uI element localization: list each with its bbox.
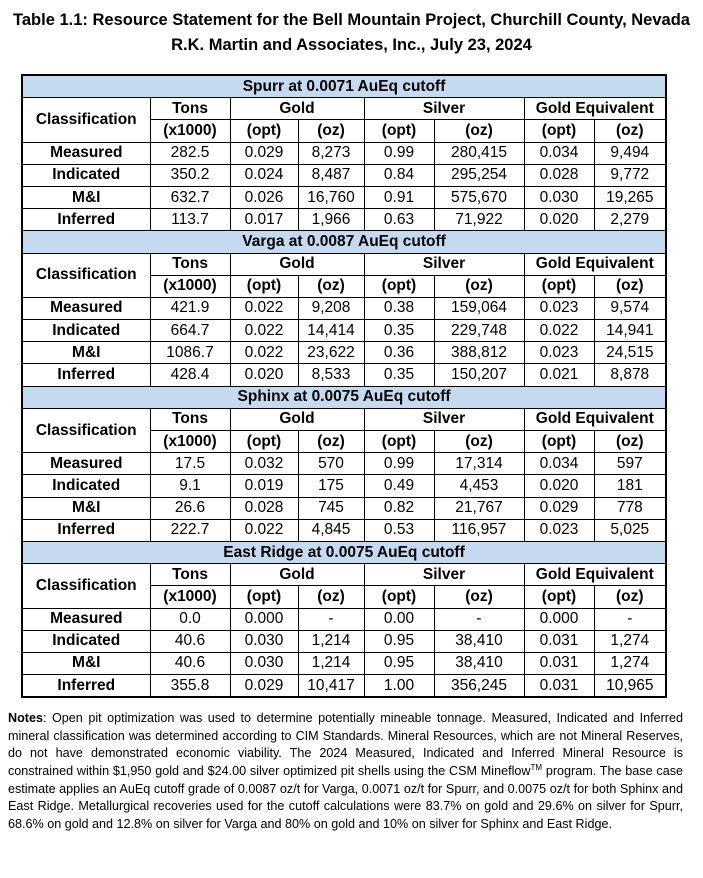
aueq-oz-cell: 9,772 [594,164,666,186]
resource-table-body [22,75,666,697]
tons-cell: 632.7 [150,186,230,208]
aueq-opt-cell: 0.034 [524,142,594,164]
gold-opt-header: (opt) [230,586,298,608]
gold-opt-cell: 0.030 [230,652,298,674]
table-row [22,142,666,164]
deposit-header-row [22,75,666,98]
trademark-mark: TM [530,762,543,772]
silver-oz-cell: 159,064 [434,297,524,319]
aueq-oz-cell: 24,515 [594,342,666,364]
tons-cell: 664.7 [150,320,230,342]
tons-cell: 350.2 [150,164,230,186]
classification-cell: Measured [22,297,150,319]
table-row [22,186,666,208]
deposit-title: Varga at 0.0087 AuEq cutoff [22,231,666,253]
gold-equivalent-oz-header: (oz) [594,586,666,608]
gold-oz-cell: - [298,608,364,630]
silver-opt-cell: 0.00 [364,608,434,630]
silver-oz-cell: 4,453 [434,475,524,497]
classification-cell: M&I [22,342,150,364]
notes-label: Notes [8,711,43,726]
table-title [0,8,703,58]
gold-opt-cell: 0.022 [230,297,298,319]
gold-header: Gold [230,253,364,275]
notes-paragraph [8,710,683,833]
gold-opt-header: (opt) [230,275,298,297]
gold-opt-cell: 0.022 [230,519,298,541]
gold-equivalent-header: Gold Equivalent [524,98,666,120]
aueq-opt-cell: 0.020 [524,209,594,231]
table-row [22,297,666,319]
gold-opt-cell: 0.019 [230,475,298,497]
table-row [22,519,666,541]
silver-oz-header: (oz) [434,275,524,297]
silver-opt-cell: 0.95 [364,630,434,652]
silver-header: Silver [364,253,524,275]
table-row [22,453,666,475]
aueq-oz-cell: 9,574 [594,297,666,319]
silver-oz-cell: 116,957 [434,519,524,541]
gold-opt-cell: 0.022 [230,320,298,342]
classification-cell: Indicated [22,164,150,186]
deposit-header-row [22,541,666,563]
gold-oz-cell: 1,214 [298,652,364,674]
silver-header: Silver [364,408,524,430]
gold-opt-cell: 0.000 [230,608,298,630]
silver-oz-header: (oz) [434,431,524,453]
gold-opt-cell: 0.032 [230,453,298,475]
column-header-row [22,408,666,430]
silver-oz-header: (oz) [434,586,524,608]
gold-oz-header: (oz) [298,120,364,142]
gold-opt-cell: 0.024 [230,164,298,186]
aueq-opt-cell: 0.034 [524,453,594,475]
silver-header: Silver [364,98,524,120]
classification-header: Classification [22,253,150,297]
table-row [22,652,666,674]
aueq-oz-cell: 1,274 [594,652,666,674]
gold-oz-cell: 745 [298,497,364,519]
classification-cell: Measured [22,142,150,164]
silver-header: Silver [364,564,524,586]
table-wrapper [0,74,703,698]
silver-oz-cell: 71,922 [434,209,524,231]
silver-oz-cell: 388,812 [434,342,524,364]
tons-header: Tons [150,564,230,586]
silver-oz-cell: 280,415 [434,142,524,164]
gold-header: Gold [230,564,364,586]
gold-equivalent-oz-header: (oz) [594,431,666,453]
silver-opt-cell: 0.99 [364,142,434,164]
deposit-title: Spurr at 0.0071 AuEq cutoff [22,75,666,98]
aueq-oz-cell: 19,265 [594,186,666,208]
gold-equivalent-opt-header: (opt) [524,586,594,608]
gold-opt-cell: 0.022 [230,342,298,364]
table-row [22,608,666,630]
table-row [22,364,666,386]
aueq-opt-cell: 0.023 [524,342,594,364]
tons-cell: 17.5 [150,453,230,475]
table-row [22,675,666,698]
gold-oz-cell: 9,208 [298,297,364,319]
aueq-oz-cell: 5,025 [594,519,666,541]
table-row [22,630,666,652]
silver-oz-cell: 575,670 [434,186,524,208]
tons-unit-header: (x1000) [150,431,230,453]
classification-cell: Measured [22,453,150,475]
aueq-opt-cell: 0.029 [524,497,594,519]
silver-opt-cell: 0.63 [364,209,434,231]
tons-cell: 222.7 [150,519,230,541]
aueq-opt-cell: 0.030 [524,186,594,208]
classification-cell: Inferred [22,364,150,386]
classification-header: Classification [22,408,150,452]
classification-cell: M&I [22,497,150,519]
gold-oz-cell: 14,414 [298,320,364,342]
aueq-oz-cell: 778 [594,497,666,519]
silver-oz-cell: 356,245 [434,675,524,698]
silver-opt-cell: 0.35 [364,320,434,342]
gold-equivalent-opt-header: (opt) [524,431,594,453]
gold-oz-cell: 1,966 [298,209,364,231]
gold-equivalent-opt-header: (opt) [524,120,594,142]
aueq-opt-cell: 0.022 [524,320,594,342]
silver-opt-cell: 1.00 [364,675,434,698]
silver-oz-cell: 150,207 [434,364,524,386]
deposit-title: East Ridge at 0.0075 AuEq cutoff [22,541,666,563]
silver-oz-header: (oz) [434,120,524,142]
gold-oz-cell: 23,622 [298,342,364,364]
silver-opt-cell: 0.82 [364,497,434,519]
classification-cell: Inferred [22,675,150,698]
silver-oz-cell: 38,410 [434,652,524,674]
silver-opt-cell: 0.35 [364,364,434,386]
tons-header: Tons [150,98,230,120]
gold-opt-cell: 0.020 [230,364,298,386]
notes-text-2: program. The base case estimate applies an AuEq cutoff grade of 0.0087 oz/t for Varga, 0.0071 oz/t for Spurr, and 0.0075 oz/t for both Sphinx and East Ridge. Metallurgical recoveries used for the cutoff calculations were 83.7% on gold and 29.6% on silver for Spurr, 68.6% on gold and 12.8% on silver for Varga and 80% on gold and 10% on silver for Sphinx and East Ridge. [8,764,683,831]
aueq-opt-cell: 0.021 [524,364,594,386]
classification-cell: Measured [22,608,150,630]
tons-cell: 26.6 [150,497,230,519]
gold-oz-cell: 8,533 [298,364,364,386]
gold-oz-header: (oz) [298,586,364,608]
aueq-oz-cell: 2,279 [594,209,666,231]
gold-opt-cell: 0.030 [230,630,298,652]
table-row [22,209,666,231]
gold-oz-cell: 16,760 [298,186,364,208]
tons-cell: 428.4 [150,364,230,386]
tons-cell: 355.8 [150,675,230,698]
gold-equivalent-opt-header: (opt) [524,275,594,297]
gold-opt-cell: 0.029 [230,675,298,698]
silver-oz-cell: 38,410 [434,630,524,652]
tons-cell: 40.6 [150,652,230,674]
table-row [22,164,666,186]
gold-oz-header: (oz) [298,275,364,297]
silver-opt-header: (opt) [364,275,434,297]
silver-opt-header: (opt) [364,431,434,453]
gold-equivalent-oz-header: (oz) [594,275,666,297]
silver-oz-cell: 229,748 [434,320,524,342]
silver-opt-cell: 0.84 [364,164,434,186]
silver-oz-cell: 21,767 [434,497,524,519]
classification-cell: Inferred [22,519,150,541]
gold-oz-cell: 1,214 [298,630,364,652]
aueq-oz-cell: 10,965 [594,675,666,698]
aueq-opt-cell: 0.023 [524,297,594,319]
aueq-opt-cell: 0.000 [524,608,594,630]
gold-header: Gold [230,98,364,120]
gold-oz-cell: 10,417 [298,675,364,698]
gold-equivalent-oz-header: (oz) [594,120,666,142]
title-line-2: R.K. Martin and Associates, Inc., July 23, 2024 [171,36,532,54]
silver-opt-cell: 0.38 [364,297,434,319]
gold-oz-cell: 8,273 [298,142,364,164]
gold-opt-cell: 0.026 [230,186,298,208]
gold-opt-header: (opt) [230,120,298,142]
silver-oz-cell: - [434,608,524,630]
aueq-opt-cell: 0.031 [524,630,594,652]
silver-opt-header: (opt) [364,586,434,608]
tons-cell: 282.5 [150,142,230,164]
resource-table [21,74,667,698]
gold-opt-cell: 0.028 [230,497,298,519]
silver-opt-header: (opt) [364,120,434,142]
tons-cell: 9.1 [150,475,230,497]
table-row [22,320,666,342]
table-row [22,497,666,519]
gold-oz-cell: 175 [298,475,364,497]
silver-oz-cell: 17,314 [434,453,524,475]
table-row [22,342,666,364]
aueq-oz-cell: 9,494 [594,142,666,164]
deposit-header-row [22,231,666,253]
classification-cell: Inferred [22,209,150,231]
tons-cell: 40.6 [150,630,230,652]
column-header-row [22,564,666,586]
silver-opt-cell: 0.53 [364,519,434,541]
gold-oz-cell: 8,487 [298,164,364,186]
column-header-row [22,253,666,275]
gold-oz-header: (oz) [298,431,364,453]
aueq-opt-cell: 0.031 [524,652,594,674]
tons-unit-header: (x1000) [150,120,230,142]
gold-equivalent-header: Gold Equivalent [524,408,666,430]
tons-cell: 0.0 [150,608,230,630]
notes-text-1: : Open pit optimization was used to determine potentially mineable tonnage. Measured, Indicated and Inferred mineral classification was determined according to CIM Standards. Mineral Resources, which are not Mineral Reserves, do not have demonstrated economic viability. The 2024 Measured, Indicated and Inferred Mineral Resource is constrained within $1,950 gold and $24.00 silver optimized pit shells using the CSM Mineflow [8,711,683,779]
tons-cell: 1086.7 [150,342,230,364]
gold-equivalent-header: Gold Equivalent [524,253,666,275]
title-line-1: Table 1.1: Resource Statement for the Bell Mountain Project, Churchill County, Nevada [13,11,690,29]
silver-opt-cell: 0.36 [364,342,434,364]
tons-header: Tons [150,408,230,430]
tons-unit-header: (x1000) [150,275,230,297]
aueq-oz-cell: 181 [594,475,666,497]
deposit-header-row [22,386,666,408]
tons-cell: 421.9 [150,297,230,319]
aueq-oz-cell: - [594,608,666,630]
gold-oz-cell: 570 [298,453,364,475]
silver-oz-cell: 295,254 [434,164,524,186]
classification-cell: Indicated [22,320,150,342]
aueq-opt-cell: 0.031 [524,675,594,698]
aueq-opt-cell: 0.020 [524,475,594,497]
classification-cell: Indicated [22,475,150,497]
aueq-oz-cell: 597 [594,453,666,475]
classification-cell: M&I [22,652,150,674]
column-header-row [22,98,666,120]
table-row [22,475,666,497]
silver-opt-cell: 0.95 [364,652,434,674]
gold-opt-header: (opt) [230,431,298,453]
gold-opt-cell: 0.029 [230,142,298,164]
aueq-opt-cell: 0.028 [524,164,594,186]
tons-unit-header: (x1000) [150,586,230,608]
classification-header: Classification [22,564,150,608]
gold-header: Gold [230,408,364,430]
silver-opt-cell: 0.91 [364,186,434,208]
tons-cell: 113.7 [150,209,230,231]
tons-header: Tons [150,253,230,275]
classification-cell: Indicated [22,630,150,652]
deposit-title: Sphinx at 0.0075 AuEq cutoff [22,386,666,408]
gold-opt-cell: 0.017 [230,209,298,231]
aueq-oz-cell: 1,274 [594,630,666,652]
gold-equivalent-header: Gold Equivalent [524,564,666,586]
silver-opt-cell: 0.49 [364,475,434,497]
silver-opt-cell: 0.99 [364,453,434,475]
aueq-oz-cell: 14,941 [594,320,666,342]
classification-cell: M&I [22,186,150,208]
aueq-opt-cell: 0.023 [524,519,594,541]
gold-oz-cell: 4,845 [298,519,364,541]
aueq-oz-cell: 8,878 [594,364,666,386]
classification-header: Classification [22,98,150,142]
